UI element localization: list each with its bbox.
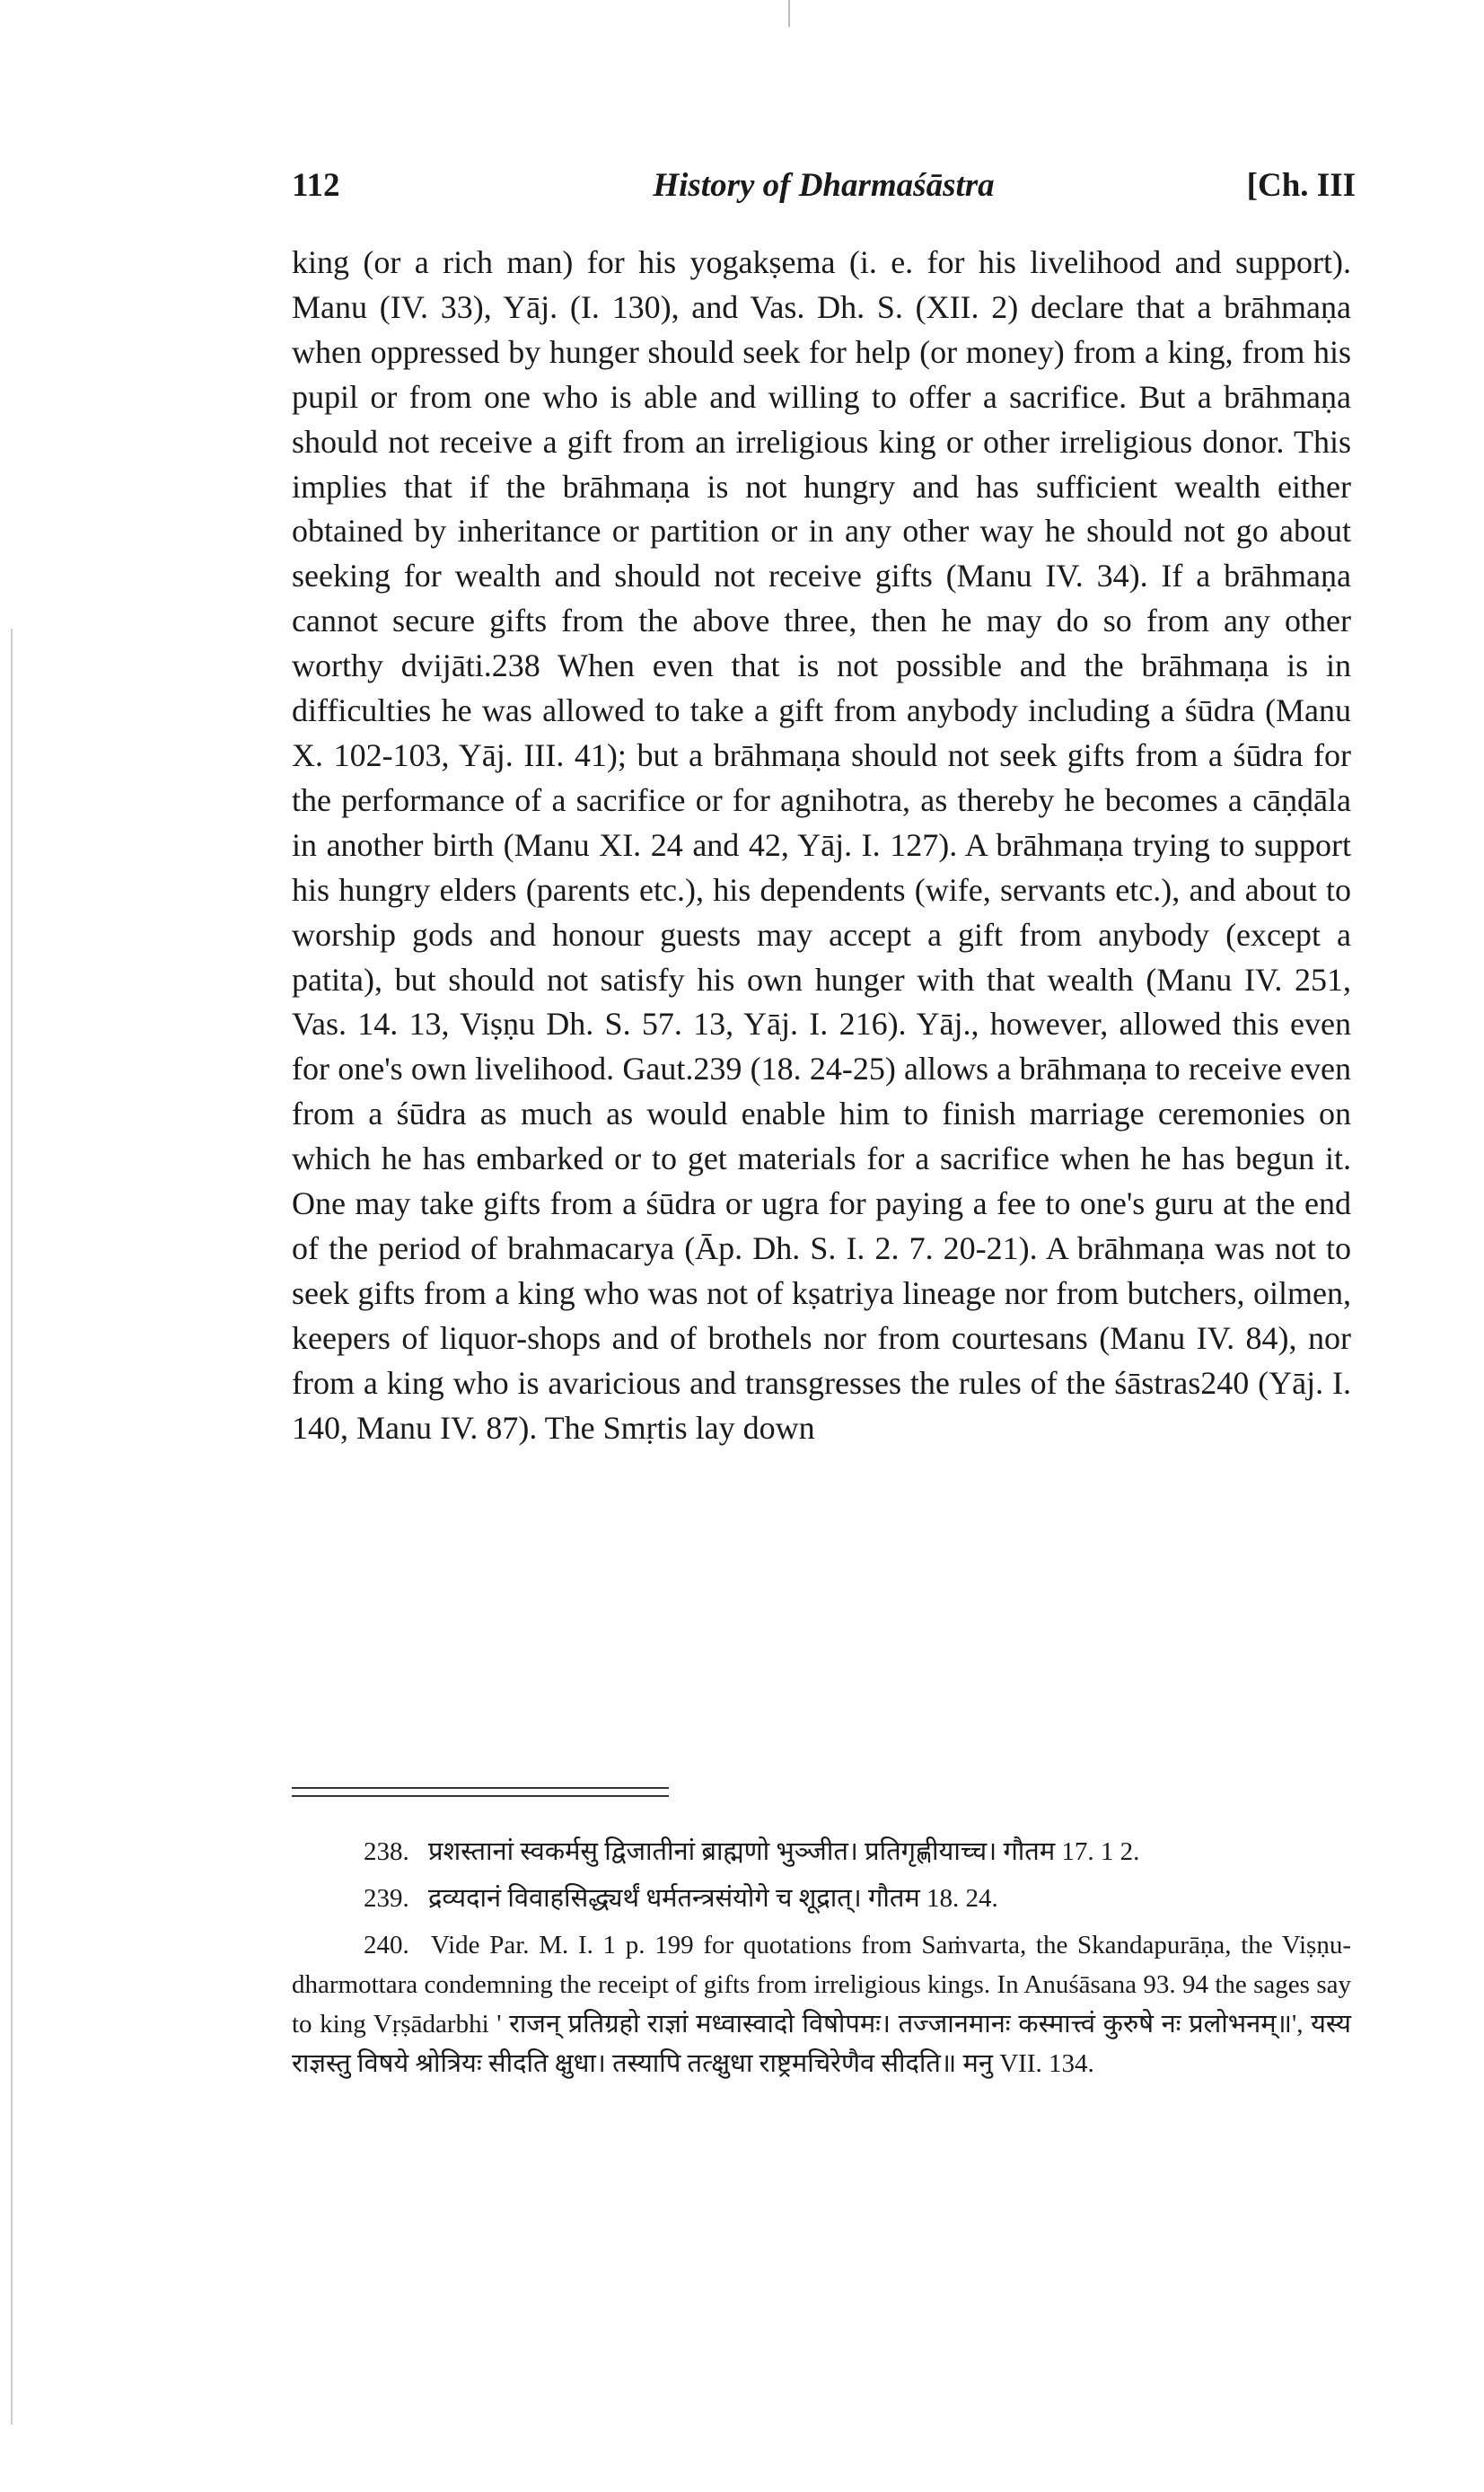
footnote-text: Vide Par. M. I. 1 p. 199 for quotations from Saṁvarta, the Skandapurāṇa, the Viṣṇu-dharmottara condemning the receipt of gifts from irreligious kings. In Anuśāsana 93. 94 the sages say to king Vṛṣādarbhi ' राजन् प्रतिग्रहो राज्ञां मध्वास्वादो विषोपमः। तज्जानमानः कस्मात्त्वं कुरुषे नः प्रलोभनम्॥', यस्य राज्ञस्तु विषये श्रोत्रियः सीदति क्षुधा। तस्यापि तत्क्षुधा राष्ट्रमचिरेणैव सीदति॥ मनु VII. 134. (292, 1931, 1351, 2078)
chapter-label: [Ch. III (1246, 167, 1356, 204)
footnote-240 (292, 1925, 1351, 2083)
page-number: 112 (292, 167, 340, 204)
footnote-separator (292, 1787, 669, 1789)
footnote-number: 239. (364, 1884, 409, 1913)
scan-margin-line (11, 629, 13, 2425)
footnote-separator-double (292, 1795, 669, 1797)
running-header (292, 166, 1356, 216)
main-text (292, 241, 1351, 1450)
footnotes (292, 1832, 1351, 2091)
footnote-number: 240. (364, 1931, 409, 1959)
footnote-238 (292, 1832, 1351, 1871)
footnote-239 (292, 1879, 1351, 1918)
footnote-text: द्रव्यदानं विवाहसिद्ध्यर्थं धर्मतन्त्रसंयोगे च शूद्रात्। गौतम 18. 24. (428, 1884, 998, 1913)
body-paragraph: king (or a rich man) for his yogakṣema (i. e. for his livelihood and support). Manu (IV. 33), Yāj. (I. 130), and Vas. Dh. S. (XII. 2) declare that a brāhmaṇa when oppressed by hunger should seek for help (or money) from a king, from his pupil or from one who is able and willing to offer a sacrifice. But a brāhmaṇa should not receive a gift from an irreligious king or other irreligious donor. This implies that if the brāhmaṇa is not hungry and has sufficient wealth either obtained by inheritance or partition or in any other way he should not go about seeking for wealth and should not receive gifts (Manu IV. 34). If a brāhmaṇa cannot secure gifts from the above three, then he may do so from any other worthy dvijāti.238 When even that is not possible and the brāhmaṇa is in difficulties he was allowed to take a gift from anybody including a śūdra (Manu X. 102-103, Yāj. III. 41); but a brāhmaṇa should not seek gifts from a śūdra for the performance of a sacrifice or for agnihotra, as thereby he becomes a cāṇḍāla in another birth (Manu XI. 24 and 42, Yāj. I. 127). A brāhmaṇa trying to support his hungry elders (parents etc.), his dependents (wife, servants etc.), and about to worship gods and honour guests may accept a gift from anybody (except a patita), but should not satisfy his own hunger with that wealth (Manu IV. 251, Vas. 14. 13, Viṣṇu Dh. S. 57. 13, Yāj. I. 216). Yāj., however, allowed this even for one's own livelihood. Gaut.239 (18. 24-25) allows a brāhmaṇa to receive even from a śūdra as much as would enable him to finish marriage ceremonies on which he has embarked or to get materials for a sacrifice when he has begun it. One may take gifts from a śūdra or ugra for paying a fee to one's guru at the end of the period of brahmacarya (Āp. Dh. S. I. 2. 7. 20-21). A brāhmaṇa was not to seek gifts from a king who was not of kṣatriya lineage nor from butchers, oilmen, keepers of liquor-shops and of brothels nor from courtesans (Manu IV. 84), nor from a king who is avaricious and transgresses the rules of the śāstras240 (Yāj. I. 140, Manu IV. 87). The Smṛtis lay down (292, 244, 1351, 1446)
scan-top-mark (788, 0, 790, 27)
footnote-number: 238. (364, 1837, 409, 1866)
footnote-text: प्रशस्तानां स्वकर्मसु द्विजातीनां ब्राह्मणो भुञ्जीत। प्रतिगृह्णीयाच्च। गौतम 17. 1 2. (428, 1837, 1140, 1866)
running-title: History of Dharmaśāstra (653, 167, 995, 204)
